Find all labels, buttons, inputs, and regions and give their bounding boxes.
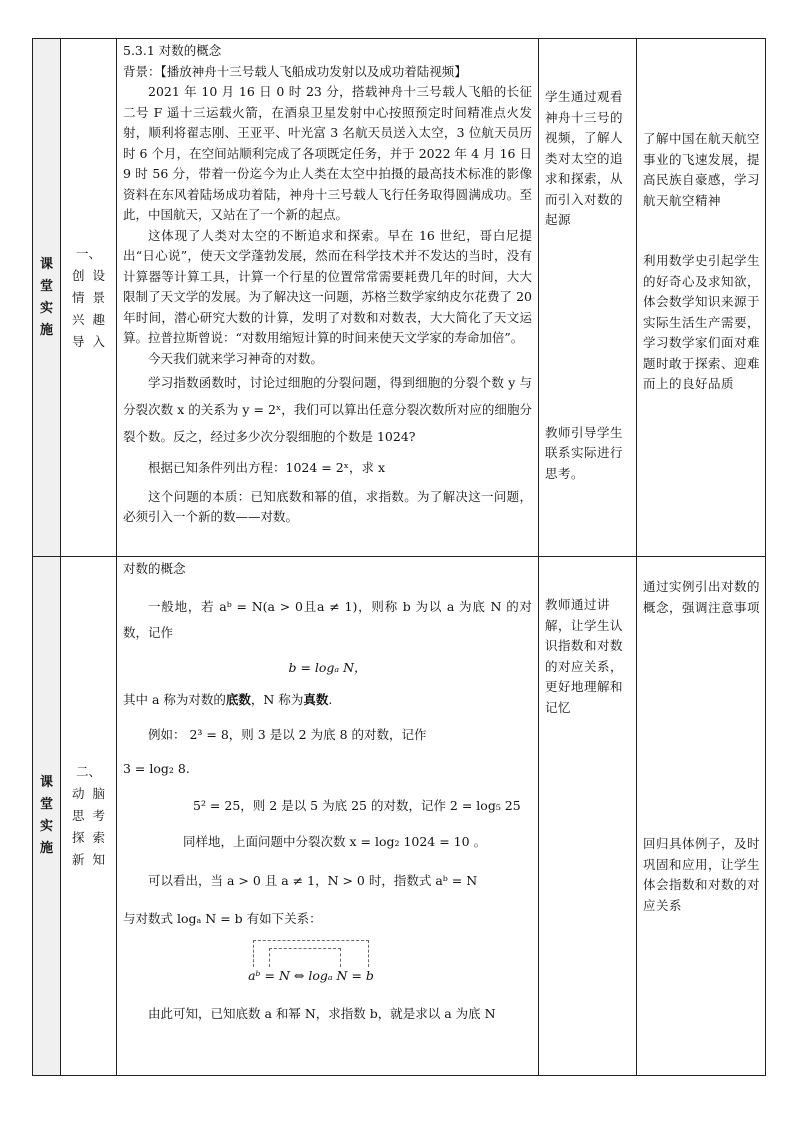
- student-activity-cell: [539, 39, 637, 557]
- section-cell: [33, 557, 61, 1076]
- content-cell: [117, 557, 539, 1076]
- observation-text: 可以看出，当 a > 0 且 a ≠ 1，N > 0 时，指数式 aᵇ = N: [148, 872, 478, 888]
- student-activity-cell: [539, 557, 637, 1076]
- lesson-table: [32, 38, 766, 1076]
- design-intent-cell: [637, 39, 766, 557]
- definition-terms: 其中 a 称为对数的底数，N 称为真数.: [123, 692, 333, 707]
- intent-note: 回归具体例子，及时巩固和应用，让学生体会指数和对数的对应关系: [643, 836, 761, 913]
- activity-note: 教师通过讲解，让学生认识指数和对数的对应关系，更好地理解和记忆: [545, 597, 624, 715]
- diagram-bracket: [269, 948, 341, 967]
- phase-cell: [61, 39, 117, 557]
- paragraph: 根据已知条件列出方程：1024 = 2ˣ，求 x: [148, 460, 386, 475]
- phase-label: 二、 动 思 探 新 脑 考 索 知: [71, 764, 106, 867]
- phase-label: 一、 创 情 兴 导 设 景 趣 入: [71, 245, 106, 349]
- example-text: 同样地，上面问题中分裂次数 x = log₂ 1024 = 10 。: [183, 834, 487, 849]
- section-label: 课 堂 实 施: [39, 256, 53, 338]
- section-title: 5.3.1 对数的概念: [123, 43, 222, 58]
- activity-note: 学生通过观看神舟十三号的视频，了解人类对太空的追求和探索，从而引入对数的起源: [545, 89, 624, 227]
- paragraph: 今天我们就来学习神奇的对数。: [148, 350, 324, 366]
- paragraph: 2021 年 10 月 16 日 0 时 23 分，搭载神舟十三号载人飞船的长征二号 F 遥十三运载火箭，在酒泉卫星发射中心按照预定时间精准点火发射，顺利将翟志刚、王亚平、叶光富 3 名航天员送入太空，3 位航天员历时 6 个月，在空间站顺利完成了各项既定任务，并于 2022 年 4 月 16 日 9 时 56 分，带着一份迄今为止人类在太空中拍摄的最高技术标准的影像资料在东风着陆场成功着陆，神舟十三号载人飞行任务取得圆满成功。至此，中国航天，又站在了一个新的起点。: [123, 84, 532, 222]
- table-row: [33, 39, 766, 557]
- table-row: [33, 557, 766, 1076]
- definition-text: 一般地，若 aᵇ = N(a > 0且a ≠ 1)，则称 b 为以 a 为底 N 的对数，记作: [123, 598, 532, 640]
- activity-note: 教师引导学生联系实际进行思考。: [545, 424, 624, 481]
- paragraph: 这体现了人类对太空的不断追求和探索。早在 16 世纪，哥白尼提出“日心说”，使天文学蓬勃发展，然而在科学技术并不发达的当时，没有计算器等计算工具，计算一个行星的位置常常需要耗费几年的时间，大大限制了天文学的发展。为了解决这一问题，苏格兰数学家纳皮尔花费了 20 年时间，潜心研究大数的计算，发明了对数和对数表，大大简化了天文运算。拉普拉斯曾说：“对数用缩短计算的时间来使天文学家的寿命加倍”。: [123, 227, 532, 345]
- example-text: 例如： 2³ = 8，则 3 是以 2 为底 8 的对数，记作: [148, 726, 427, 742]
- design-intent-cell: [637, 557, 766, 1076]
- observation-text: 与对数式 logₐ N = b 有如下关系：: [123, 911, 322, 926]
- section-title: 对数的概念: [123, 561, 186, 576]
- relation-expression: aᵇ = N ⇔ logₐ N = b: [248, 967, 374, 983]
- paragraph: 这个问题的本质：已知底数和幂的值，求指数。为了解决这一问题，必须引入一个新的数——对数。: [123, 488, 532, 524]
- example-text: 5² = 25，则 2 是以 5 为底 25 的对数，记作 2 = log₅ 25: [193, 797, 521, 813]
- conclusion-text: 由此可知，已知底数 a 和幂 N，求指数 b，就是求以 a 为底 N: [148, 1005, 496, 1021]
- lesson-plan-page: [32, 38, 765, 1076]
- intent-note: 了解中国在航天航空事业的飞速发展，提高民族自豪感，学习航天航空精神: [643, 131, 761, 208]
- section-label: 课 堂 实 施: [39, 775, 53, 856]
- content-cell: [117, 39, 539, 557]
- definition-formula: b = logₐ N，: [288, 659, 367, 675]
- background-label: 背景：【播放神舟十三号载人飞船成功发射以及成功着陆视频】: [123, 63, 467, 79]
- relation-diagram: [241, 940, 381, 990]
- intent-note: 利用数学史引起学生的好奇心及求知欲，体会数学知识来源于实际生活生产需要，学习数学家们面对难题时敢于探索、迎难而上的良好品质: [643, 253, 761, 391]
- phase-cell: [61, 557, 117, 1076]
- intent-note: 通过实例引出对数的概念，强调注意事项: [643, 579, 761, 615]
- paragraph: 学习指数函数时，讨论过细胞的分裂问题，得到细胞的分裂个数 y 与分裂次数 x 的关系为 y = 2ˣ，我们可以算出任意分裂次数所对应的细胞分裂个数。反之，经过多少次分裂细胞的个数是 1024?: [123, 375, 532, 444]
- section-cell: [33, 39, 61, 557]
- example-text: 3 = log₂ 8.: [123, 761, 190, 776]
